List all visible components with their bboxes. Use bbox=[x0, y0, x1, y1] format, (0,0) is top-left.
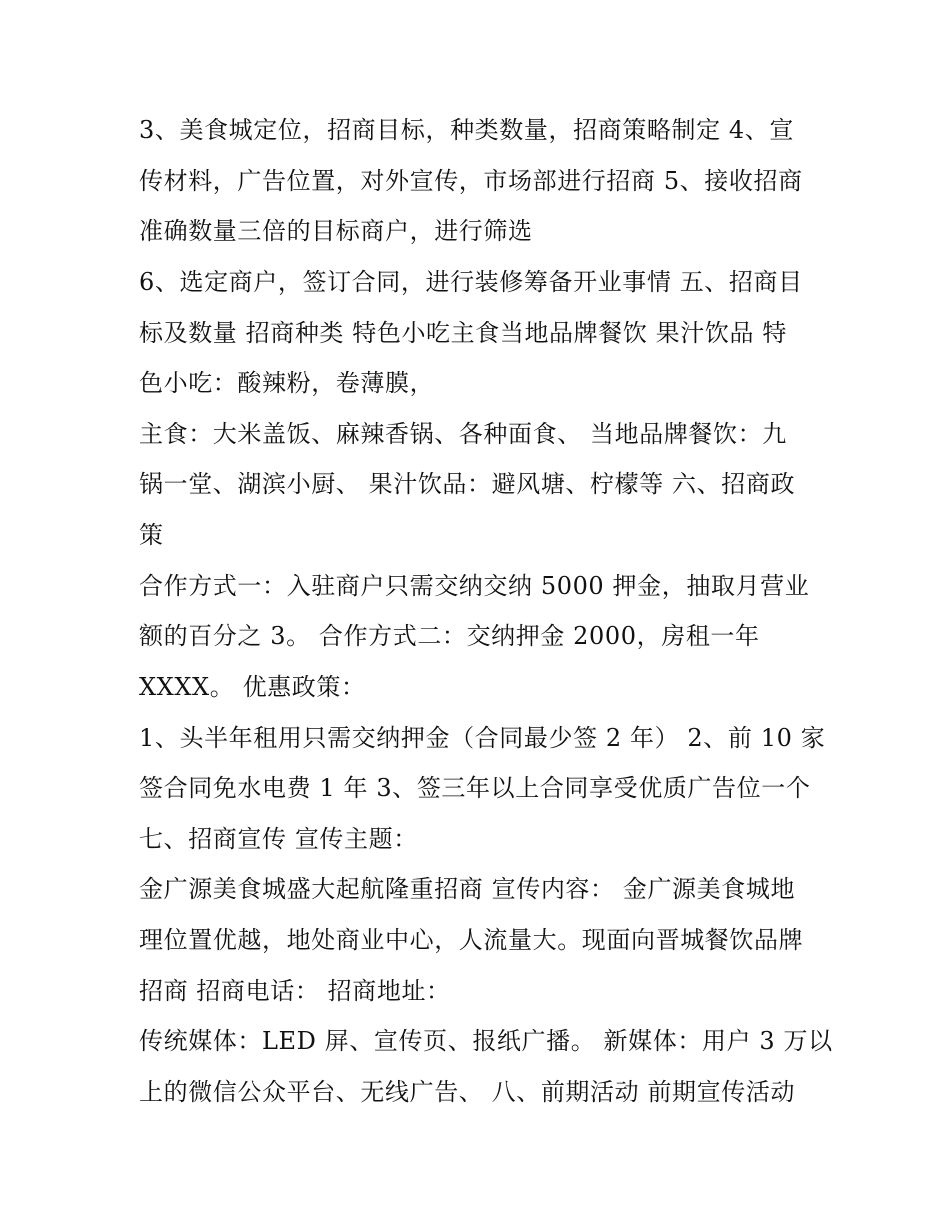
text-line: 七、招商宣传 宣传主题： bbox=[139, 825, 418, 853]
text-line: 签合同免水电费 1 年 3、签三年以上合同享受优质广告位一个 bbox=[139, 774, 811, 802]
text-line: 合作方式一：入驻商户只需交纳交纳 5000 押金，抽取月营业 bbox=[139, 572, 810, 600]
text-line: 招商 招商电话： 招商地址： bbox=[139, 977, 451, 1005]
text-line: 色小吃：酸辣粉，卷薄膜， bbox=[139, 369, 435, 397]
text-line: 理位置优越，地处商业中心，人流量大。现面向晋城餐饮品牌 bbox=[139, 926, 804, 954]
text-line: 金广源美食城盛大起航隆重招商 宣传内容： 金广源美食城地 bbox=[139, 875, 796, 903]
text-line: 准确数量三倍的目标商户，进行筛选 bbox=[139, 217, 533, 245]
text-line: 传统媒体：LED 屏、宣传页、报纸广播。 新媒体：用户 3 万以 bbox=[139, 1027, 833, 1055]
text-line: XXXX。 优惠政策： bbox=[139, 673, 366, 701]
text-line: 6、选定商户，签订合同，进行装修筹备开业事情 五、招商目 bbox=[139, 268, 803, 296]
text-line: 策 bbox=[139, 521, 164, 549]
text-line: 锅一堂、湖滨小厨、 果汁饮品：避风塘、柠檬等 六、招商政 bbox=[139, 470, 796, 498]
text-line: 标及数量 招商种类 特色小吃主食当地品牌餐饮 果汁饮品 特 bbox=[139, 319, 787, 347]
text-line: 主食：大米盖饭、麻辣香锅、各种面食、 当地品牌餐饮：九 bbox=[139, 420, 787, 448]
text-line: 传材料，广告位置，对外宣传，市场部进行招商 5、接收招商 bbox=[139, 167, 803, 195]
text-line: 1、头半年租用只需交纳押金（合同最少签 2 年） 2、前 10 家 bbox=[139, 724, 826, 752]
text-line: 3、美食城定位，招商目标，种类数量，招商策略制定 4、宣 bbox=[139, 116, 794, 144]
text-line: 上的微信公众平台、无线广告、 八、前期活动 前期宣传活动 bbox=[139, 1078, 796, 1106]
text-line: 额的百分之 3。 合作方式二：交纳押金 2000，房租一年 bbox=[139, 622, 760, 650]
